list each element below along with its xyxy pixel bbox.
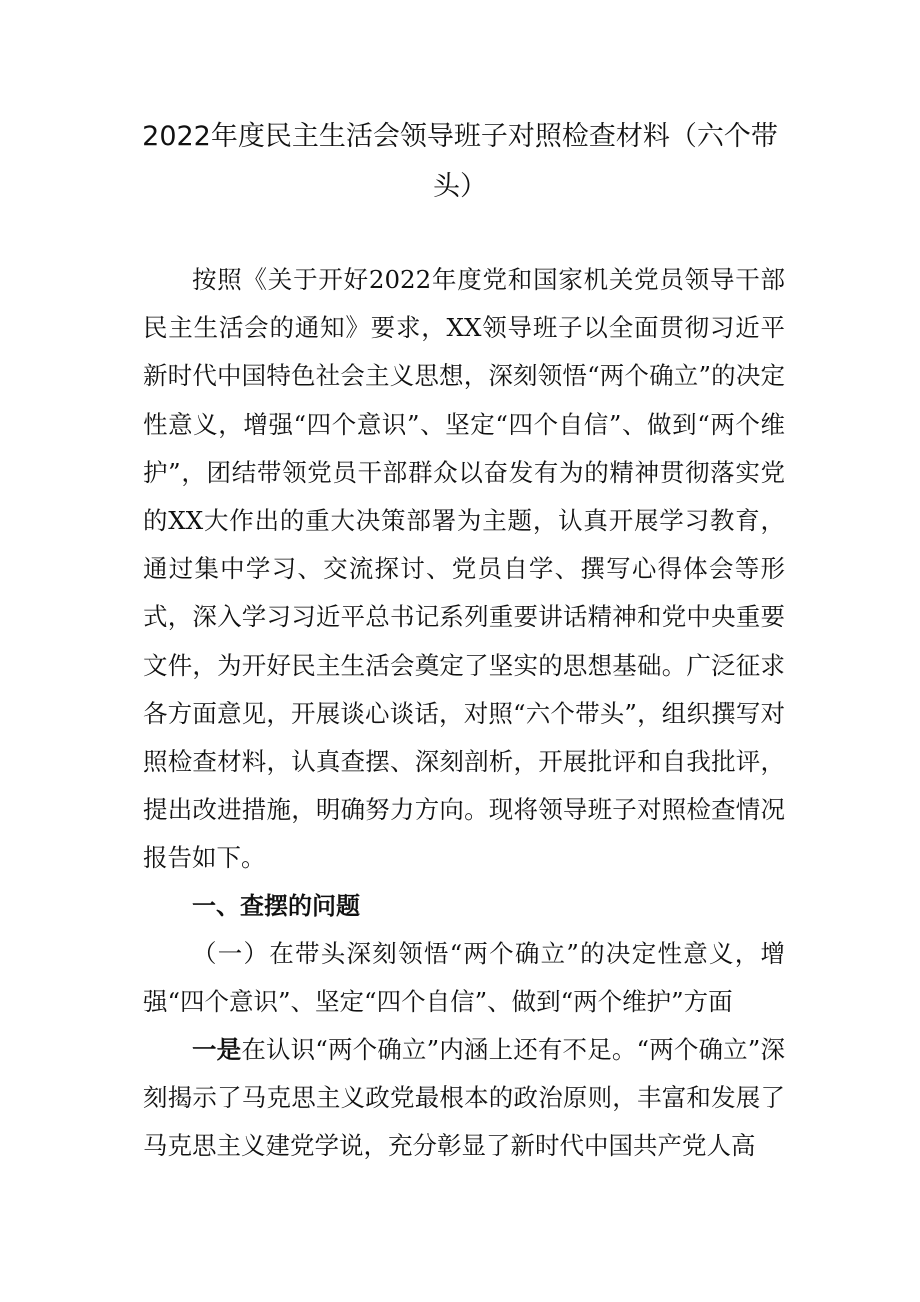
document-title: 2022年度民主生活会领导班子对照检查材料（六个带头） (142, 121, 778, 202)
point1-paragraph (143, 1026, 785, 1171)
section-heading: 一、查摆的问题 (192, 892, 360, 920)
point1-text: 在认识“两个确立”内涵上还有不足。“两个确立”深刻揭示了马克思主义政党最根本的政治原则，丰富和发展了马克思主义建党学说，充分彰显了新时代中国共产党人高 (143, 1035, 785, 1161)
point1-lead: 一是 (192, 1035, 242, 1064)
subsection-heading: （一）在带头深刻领悟“两个确立”的决定性意义，增强“四个意识”、坚定“四个自信”、做到“两个维护”方面 (143, 939, 785, 1017)
intro-paragraph: 按照《关于开好2022年度党和国家机关党员领导干部民主生活会的通知》要求，XX领导班子以全面贯彻习近平新时代中国特色社会主义思想，深刻领悟“两个确立”的决定性意义，增强“四个意识”、坚定“四个自信”、做到“两个维护”，团结带领党员干部群众以奋发有为的精神贯彻落实党的XX大作出的重大决策部署为主题，认真开展学习教育，通过集中学习、交流探讨、党员自学、撰写心得体会等形式，深入学习习近平总书记系列重要讲话精神和党中央重要文件，为开好民主生活会奠定了坚实的思想基础。广泛征求各方面意见，开展谈心谈话，对照“六个带头”，组织撰写对照检查材料，认真查摆、深刻剖析，开展批评和自我批评，提出改进措施，明确努力方向。现将领导班子对照检查情况报告如下。 (143, 265, 785, 873)
